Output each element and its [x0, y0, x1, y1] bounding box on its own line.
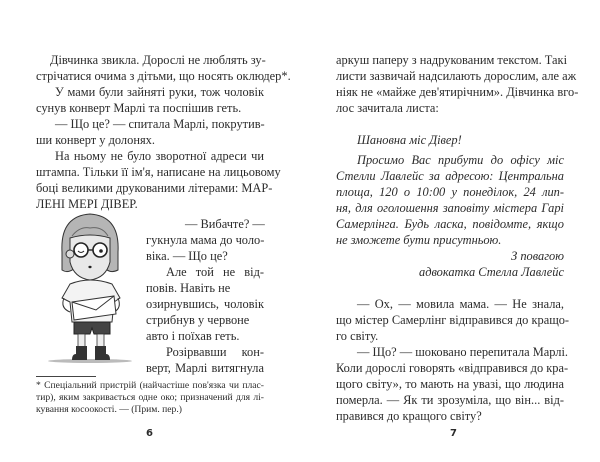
text-line: гукнула мама до чоло- — [146, 233, 265, 247]
text-line: Розірвавши кон- — [166, 345, 264, 359]
letter-line: не зможете бути присутньою. — [336, 233, 502, 247]
text-line: що містер Самерлінг відправився до кращо- — [336, 313, 570, 327]
text-line: верт, Марлі витягнула — [146, 361, 264, 375]
page-number: 6 — [146, 428, 153, 439]
letter-greeting: Шановна міс Дівер! — [357, 133, 462, 147]
text-line: Коли дорослі говорять «відправився до кра- — [336, 361, 569, 375]
text-line: ніяк не «майже дев'ятирічним». Дівчинка вго- — [336, 85, 579, 99]
text-line: стрічатися очима з дітьми, що носять оклюдер*. — [36, 69, 291, 83]
text-line: листи зазвичай надсилають дорослим, але аж — [336, 69, 577, 83]
text-line: лос зачитала листа: — [336, 101, 439, 115]
letter-signature: адвокатка Стелла Лавлейс — [419, 265, 564, 279]
text-line: ши конверт у долонях. — [36, 133, 155, 147]
text-line: правився до кращого світу? — [336, 409, 482, 423]
text-line: озирнувшись, чоловік — [146, 297, 264, 311]
text-line: повів. Навіть не — [146, 281, 231, 295]
text-line: боці великими друкованими літерами: МАР- — [36, 181, 273, 195]
text-line: Але той не від- — [166, 265, 264, 279]
footnote-line: кування косоокості. — (Прим. пер.) — [36, 404, 182, 415]
text-line: — Ох, — мовила мама. — Не знала, — [357, 297, 564, 311]
footnote-line: * Спеціальний пристрій (найчастіше пов'язка чи плас- — [36, 380, 264, 391]
text-line: щого світу», то мають на увазі, що людина — [336, 377, 564, 391]
letter-line: площа, 120 о 10:00 у понеділок, 24 лип- — [336, 185, 564, 199]
letter-line: Стелли Лавлейс за адресою: Центральна — [336, 169, 564, 183]
text-line: На ньому не було зворотної адреси чи — [55, 149, 264, 163]
text-line: — Що? — шоковано перепитала Марлі. — [357, 345, 569, 359]
girl-illustration — [40, 212, 140, 364]
footnote-rule — [36, 376, 96, 377]
letter-line: Самерлінга. Будь ласка, повідомте, якщо — [336, 217, 564, 231]
text-line: штампа. Тільки її ім'я, написане на лицьовому — [36, 165, 281, 179]
text-line: віка. — Що це? — [146, 249, 228, 263]
footnote-line: тир), яким закривається одне око; призначений для лі- — [36, 392, 264, 403]
text-line: — Що це? — спитала Марлі, покрутив- — [55, 117, 265, 131]
letter-line: ня, для оголошення заповіту містера Гарі — [336, 201, 564, 215]
text-line: аркуш паперу з надрукованим текстом. Такі — [336, 53, 568, 67]
text-line: Дівчинка звикла. Дорослі не люблять зу- — [50, 53, 266, 67]
letter-line: Просимо Вас прибути до офісу міс — [357, 153, 564, 167]
text-line: авто і поїхав геть. — [146, 329, 240, 343]
letter-closing: З повагою — [511, 249, 564, 263]
text-line: — Вибачте? — — [185, 217, 265, 231]
right-page — [300, 0, 600, 462]
text-line: сунув конверт Марлі та поспішив геть. — [36, 101, 242, 115]
page-number: 7 — [450, 428, 457, 439]
text-line: стрибнув у червоне — [146, 313, 250, 327]
text-line: ЛЕНІ МЕРІ ДІВЕР. — [36, 197, 138, 211]
text-line: го світу. — [336, 329, 379, 343]
text-line: померла. — Як ти зрозуміла, що він... від- — [336, 393, 564, 407]
text-line: У мами були зайняті руки, тож чоловік — [55, 85, 264, 99]
